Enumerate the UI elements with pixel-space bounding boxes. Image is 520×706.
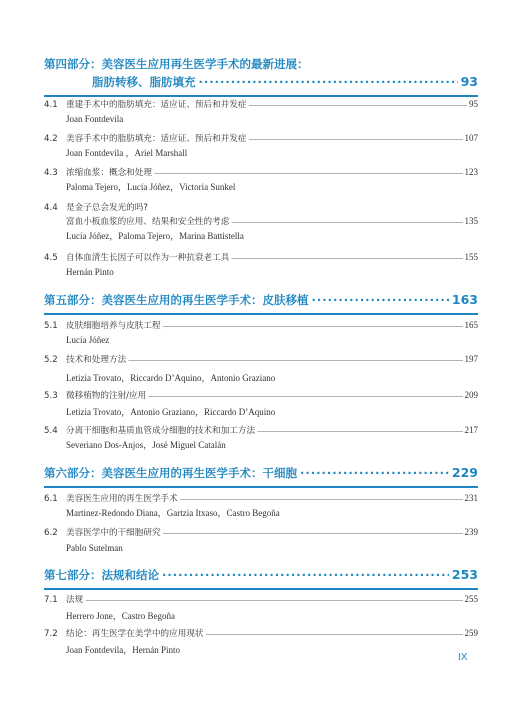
dot-leader <box>312 291 449 309</box>
entry-page: 135 <box>464 216 478 226</box>
toc-entry[interactable] <box>44 526 478 555</box>
entry-line <box>44 627 478 641</box>
entry-number: 5.3 <box>44 391 58 401</box>
dot-leader <box>300 464 449 482</box>
entry-line <box>44 215 478 229</box>
entry-title: 法规 <box>66 595 84 605</box>
entry-page: 123 <box>464 167 478 177</box>
toc-entry[interactable] <box>44 424 478 452</box>
entry-page: 165 <box>464 320 478 330</box>
line-leader <box>163 322 463 330</box>
entry-authors: Joan Fontdevila，Hernán Pinto <box>66 645 180 655</box>
entry-authors: Lucía Jóñez <box>66 335 110 345</box>
part-page-number: 253 <box>451 567 478 582</box>
entry-page: 231 <box>464 493 478 503</box>
entry-title: 自体血清生长因子可以作为一种抗衰老工具 <box>66 253 230 263</box>
entry-page: 197 <box>464 354 478 364</box>
line-leader <box>154 169 463 177</box>
part-page-number: 93 <box>460 74 478 89</box>
toc-entry[interactable] <box>44 593 478 623</box>
line-leader <box>248 135 462 143</box>
entry-number: 6.1 <box>44 494 58 504</box>
entry-title: 浓缩血浆：概念和处理 <box>66 168 152 178</box>
toc-entry[interactable] <box>44 389 478 419</box>
dot-leader <box>199 73 458 91</box>
part-heading-4 <box>44 55 478 97</box>
part-page-number: 163 <box>451 292 478 307</box>
part-title-line <box>44 55 478 73</box>
line-leader <box>148 392 462 400</box>
entry-number: 6.2 <box>44 528 58 538</box>
entry-page: 155 <box>464 252 478 262</box>
entry-line <box>44 526 478 540</box>
part-divider <box>44 95 478 97</box>
entry-title: 美容手术中的脂肪填充：适应证、预后和并发症 <box>66 134 247 144</box>
line-leader <box>180 495 463 503</box>
part-title-line <box>44 464 478 482</box>
line-leader <box>206 630 463 638</box>
entry-number: 4.2 <box>44 134 58 144</box>
toc-entry[interactable] <box>44 353 478 385</box>
entry-title: 皮肤细胞培养与皮肤工程 <box>66 321 161 331</box>
entry-number: 7.2 <box>44 629 58 639</box>
entry-line <box>44 319 478 333</box>
part-title: 第五部分：美容医生应用的再生医学手术：皮肤移植 <box>44 293 309 307</box>
toc-entry[interactable] <box>44 319 478 347</box>
part-heading-5 <box>44 291 478 315</box>
entry-page: 107 <box>464 133 478 143</box>
line-leader <box>231 254 462 262</box>
entry-page: 259 <box>464 628 478 638</box>
entry-number: 4.1 <box>44 100 58 110</box>
entry-number: 5.1 <box>44 321 58 331</box>
entry-title: 微移植物的注射/应用 <box>66 391 147 401</box>
entry-authors: Pablo Sutelman <box>66 543 123 553</box>
entry-line <box>44 353 478 367</box>
entry-page: 217 <box>464 425 478 435</box>
toc-entry[interactable] <box>44 98 478 126</box>
entry-page: 255 <box>464 594 478 604</box>
entry-authors: Paloma Tejero，Lucía Jóñez，Victoria Sunkel <box>66 182 236 192</box>
toc-entry[interactable] <box>44 166 478 194</box>
part-title-line-2 <box>44 73 478 91</box>
line-leader <box>248 101 467 109</box>
part-title-line <box>44 291 478 309</box>
entry-authors: Severiano Dos-Anjos，José Miguel Catalán <box>66 440 226 450</box>
entry-number: 5.2 <box>44 355 58 365</box>
part-title-line <box>44 566 478 584</box>
entry-number: 5.4 <box>44 426 58 436</box>
entry-page: 95 <box>469 99 478 109</box>
entry-title: 美容医学中的干细胞研究 <box>66 528 161 538</box>
entry-title: 分离干细胞和基质血管成分细胞的技术和加工方法 <box>66 426 256 436</box>
line-leader <box>85 596 462 604</box>
part-title: 第六部分：美容医生应用的再生医学手术：干细胞 <box>44 466 297 480</box>
entry-authors: Hernán Pinto <box>66 267 114 277</box>
line-leader <box>231 218 462 226</box>
toc-entry[interactable] <box>44 132 478 160</box>
entry-page: 239 <box>464 527 478 537</box>
line-leader <box>163 529 463 537</box>
line-leader <box>128 356 462 364</box>
part-divider <box>44 588 478 590</box>
part-title: 第四部分：美容医生应用再生医学手术的最新进展： <box>44 57 309 71</box>
entry-title: 技术和处理方法 <box>66 355 127 365</box>
entry-title: 是金子总会发光的吗? <box>66 203 148 213</box>
entry-line <box>44 98 478 112</box>
toc-entry[interactable] <box>44 492 478 520</box>
entry-authors: Letizia Trovato，Riccardo D’Aquino，Antonio Graziano <box>66 373 276 383</box>
part-heading-7 <box>44 566 478 590</box>
entry-line <box>44 201 478 215</box>
part-heading-6 <box>44 464 478 488</box>
entry-page: 209 <box>464 390 478 400</box>
entry-authors: Joan Fontdevila ，Ariel Marshall <box>66 148 188 158</box>
entry-title: 美容医生应用的再生医学手术 <box>66 494 178 504</box>
page-folio: IX <box>458 652 468 663</box>
part-divider <box>44 313 478 315</box>
entry-line <box>44 492 478 506</box>
entry-authors: Letizia Trovato，Antonio Graziano，Riccardo D’Aquino <box>66 407 276 417</box>
part-title-cont: 脂肪转移、脂肪填充 <box>92 75 196 89</box>
entry-number: 4.3 <box>44 168 58 178</box>
entry-authors: Joan Fontdevila <box>66 114 124 124</box>
entry-line <box>44 132 478 146</box>
entry-line <box>44 166 478 180</box>
entry-title: 结论：再生医学在美学中的应用现状 <box>66 629 204 639</box>
line-leader <box>257 427 462 435</box>
entry-line <box>44 593 478 607</box>
toc-entry[interactable] <box>44 627 478 657</box>
entry-line <box>44 251 478 265</box>
entry-authors: Herrero Jone，Castro Begoña <box>66 611 175 621</box>
entry-number: 7.1 <box>44 595 58 605</box>
part-title: 第七部分：法规和结论 <box>44 568 159 582</box>
entry-authors: Martinez-Redondo Diana，Gartzia Itxaso，Castro Begoña <box>66 508 280 518</box>
entry-title: 重建手术中的脂肪填充：适应证、预后和并发症 <box>66 100 247 110</box>
entry-number: 4.4 <box>44 203 58 213</box>
entry-number: 4.5 <box>44 253 58 263</box>
toc-entry[interactable] <box>44 201 478 243</box>
dot-leader <box>162 566 449 584</box>
part-page-number: 229 <box>451 465 478 480</box>
entry-line <box>44 424 478 438</box>
entry-line <box>44 389 478 403</box>
entry-title: 富血小板血浆的应用、结果和安全性的考虑 <box>66 217 230 227</box>
toc-entry[interactable] <box>44 251 478 279</box>
part-divider <box>44 486 478 488</box>
entry-authors: Lucía Jóñez，Paloma Tejero，Marina Battistella <box>66 231 244 241</box>
